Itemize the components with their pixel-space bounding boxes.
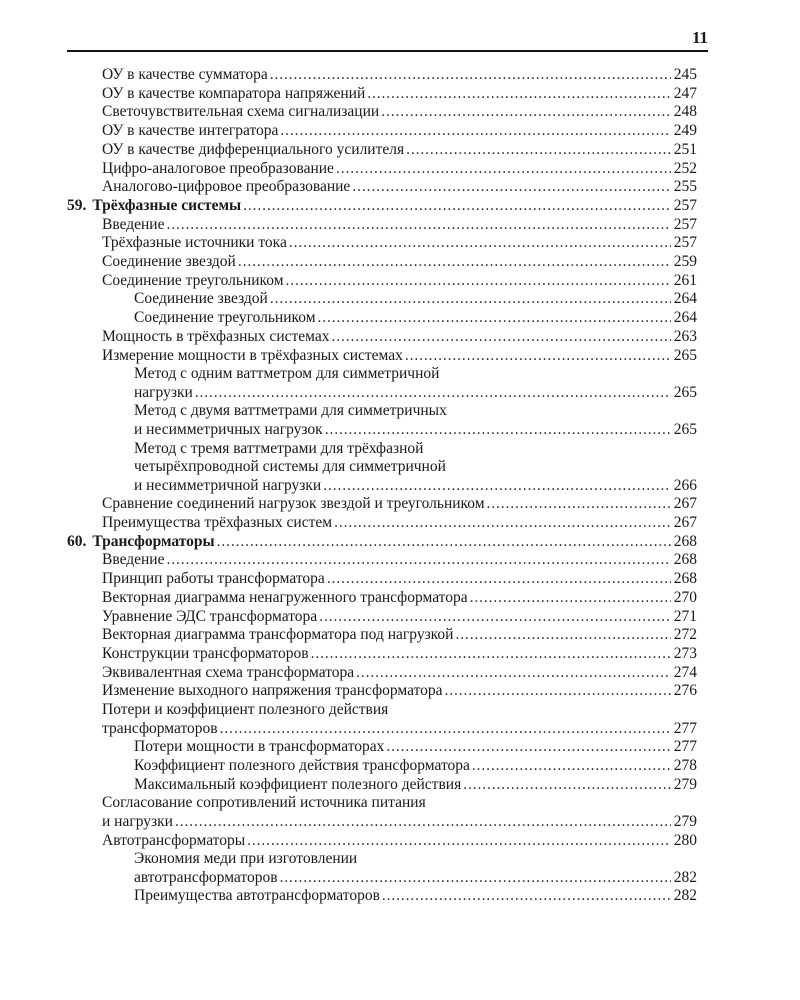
dot-leader <box>270 66 671 85</box>
toc-entry <box>102 66 697 85</box>
dot-leader <box>323 477 671 496</box>
toc-entry-line: Метод с тремя ваттметрами для трёхфазной <box>134 439 424 457</box>
toc-page-number: 265 <box>673 383 697 401</box>
chapter-title: Трёхфазные системы <box>92 196 242 214</box>
dot-leader <box>405 347 671 366</box>
toc-page-number: 247 <box>673 84 697 102</box>
dot-leader <box>382 887 671 906</box>
dot-leader <box>325 421 671 440</box>
toc-page-number: 257 <box>673 215 697 233</box>
toc-page-number: 257 <box>673 196 697 214</box>
toc-entry <box>102 272 697 291</box>
dot-leader <box>319 608 671 627</box>
toc-entry-line: четырёхпроводной системы для симметричной <box>134 458 446 476</box>
toc-entry-title: Векторная диаграмма трансформатора под нагрузкой <box>102 626 454 644</box>
toc-page-number: 265 <box>673 420 697 438</box>
toc-entry-title: Автотрансформаторы <box>102 831 246 849</box>
toc-entry <box>102 664 697 683</box>
toc-entry <box>102 701 697 738</box>
toc-entry-title: Введение <box>102 551 165 569</box>
toc-entry-title: Сравнение соединений нагрузок звездой и треугольником <box>102 495 485 513</box>
dot-leader <box>318 309 671 328</box>
toc-entry <box>102 347 697 366</box>
toc-entry-title: Преимущества трёхфазных систем <box>102 514 333 531</box>
dot-leader <box>238 253 671 272</box>
toc-entry-line: Метод с одним ваттметром для симметричной <box>134 365 440 383</box>
toc-entry-line: Экономия меди при изготовлении <box>134 850 358 868</box>
toc-entry-title: Соединение треугольником <box>102 271 284 289</box>
toc-entry-title: Измерение мощности в трёхфазных системах <box>102 346 403 364</box>
toc-entry-title: Коэффициент полезного действия трансформатора <box>134 756 470 774</box>
chapter-number: 60. <box>67 532 87 550</box>
toc-entry-title: Аналогово-цифровое преобразование <box>102 178 351 196</box>
toc-entry <box>102 103 697 122</box>
toc-page-number: 245 <box>673 66 697 83</box>
toc-entry <box>102 794 697 831</box>
toc-page-number: 259 <box>673 253 697 270</box>
toc-page-number: 265 <box>673 346 697 364</box>
toc-entry <box>102 141 697 160</box>
dot-leader <box>166 551 670 570</box>
toc-entry-title: автотрансформаторов <box>134 868 278 886</box>
toc-page-number: 257 <box>673 234 697 252</box>
toc-entry-line: Согласование сопротивлений источника питания <box>102 794 426 812</box>
toc-entry <box>102 589 697 608</box>
toc-page-number: 266 <box>673 476 697 494</box>
toc-entry <box>134 309 697 328</box>
dot-leader <box>280 122 670 141</box>
dot-leader <box>470 589 671 608</box>
toc-entry-title: Введение <box>102 215 165 233</box>
toc-page-number: 252 <box>673 159 697 177</box>
toc-entry-title: Максимальный коэффициент полезного действия <box>134 775 462 793</box>
toc-entry <box>102 682 697 701</box>
toc-entry <box>134 757 697 776</box>
toc-page-number: 277 <box>673 738 697 756</box>
dot-leader <box>270 290 671 309</box>
dot-leader <box>166 216 670 235</box>
toc-chapter <box>67 533 697 552</box>
toc-entry <box>102 234 697 253</box>
dot-leader <box>289 234 671 253</box>
toc-entry <box>134 365 697 402</box>
toc-entry-line: Потери и коэффициент полезного действия <box>102 701 389 718</box>
dot-leader <box>455 626 670 645</box>
dot-leader <box>356 664 671 683</box>
toc-page-number: 273 <box>673 644 697 662</box>
chapter-title: Трансформаторы <box>92 532 215 550</box>
toc-page-number: 278 <box>673 756 697 774</box>
toc-page-number: 264 <box>673 290 697 308</box>
toc-entry <box>102 832 697 851</box>
toc-page-number: 279 <box>673 775 697 793</box>
toc-entry <box>102 626 697 645</box>
toc-page-number: 268 <box>673 570 697 588</box>
page-number: 11 <box>691 28 708 47</box>
dot-leader <box>334 514 671 533</box>
toc-entry-title: нагрузки <box>134 383 193 401</box>
toc-entry-title: Векторная диаграмма ненагруженного трансформатора <box>102 588 468 606</box>
toc-entry <box>102 178 697 197</box>
toc-entry <box>134 850 697 887</box>
dot-leader <box>311 645 671 664</box>
toc-page-number: 270 <box>673 588 697 606</box>
toc-entry <box>134 402 697 439</box>
toc-entry-title: Мощность в трёхфазных системах <box>102 327 330 345</box>
toc-page-number: 282 <box>673 887 697 905</box>
toc-entry <box>102 328 697 347</box>
toc-entry <box>102 253 697 272</box>
toc-entry <box>134 290 697 309</box>
toc-page-number: 251 <box>673 140 697 158</box>
toc-page-number: 267 <box>673 495 697 513</box>
dot-leader <box>367 85 670 104</box>
toc-page-number: 271 <box>673 607 697 625</box>
dot-leader <box>381 103 671 122</box>
toc-entry <box>102 216 697 235</box>
toc-entry <box>102 551 697 570</box>
toc-page-number: 274 <box>673 663 697 681</box>
chapter-number: 59. <box>67 196 87 214</box>
toc-page-number: 267 <box>673 514 697 531</box>
toc-entry-title: Преимущества автотрансформаторов <box>134 887 380 905</box>
toc-page-number: 272 <box>673 626 697 644</box>
toc-entry-title: Цифро-аналоговое преобразование <box>102 159 334 177</box>
toc-page-number: 268 <box>673 532 697 550</box>
toc-entry-title: трансформаторов <box>102 719 218 737</box>
toc-page-number: 276 <box>673 682 697 700</box>
toc-entry-title: ОУ в качестве компаратора напряжений <box>102 84 366 102</box>
toc-page-number: 261 <box>673 271 697 289</box>
toc-entry-title: Соединение звездой <box>102 253 236 270</box>
toc-page-number: 255 <box>673 178 697 196</box>
toc-page-number: 249 <box>673 122 697 140</box>
toc-entry-title: ОУ в качестве дифференциального усилителя <box>102 140 405 158</box>
dot-leader <box>327 570 671 589</box>
toc-page-number: 277 <box>673 719 697 737</box>
dot-leader <box>445 682 671 701</box>
dot-leader <box>386 738 670 757</box>
toc-chapter <box>67 197 697 216</box>
toc-entry <box>102 85 697 104</box>
toc-page-number: 248 <box>673 103 697 121</box>
toc-entry-title: Изменение выходного напряжения трансформатора <box>102 682 443 700</box>
toc-entry <box>102 122 697 141</box>
toc-entry <box>102 514 697 533</box>
toc-entry-title: Эквивалентная схема трансформатора <box>102 663 355 681</box>
toc-entry-title: и нагрузки <box>102 812 173 830</box>
toc-page-number: 268 <box>673 551 697 569</box>
dot-leader <box>463 776 671 795</box>
toc-page-number: 282 <box>673 868 697 886</box>
toc-entry <box>134 440 697 496</box>
toc-entry-title: Конструкции трансформаторов <box>102 644 309 662</box>
dot-leader <box>472 757 671 776</box>
toc-entry-title: Соединение треугольником <box>134 309 316 327</box>
toc-entry-title: и несимметричных нагрузок <box>134 420 323 438</box>
toc-entry-title: ОУ в качестве интегратора <box>102 122 279 140</box>
toc-page-number: 264 <box>673 309 697 327</box>
dot-leader <box>175 813 671 832</box>
dot-leader <box>286 272 671 291</box>
dot-leader <box>247 832 671 851</box>
toc-page-number: 280 <box>673 831 697 849</box>
dot-leader <box>406 141 671 160</box>
toc-entry-title: Потери мощности в трансформаторах <box>134 738 385 756</box>
toc-entry <box>134 887 697 906</box>
toc-entry-title: Соединение звездой <box>134 290 268 308</box>
dot-leader <box>243 197 671 216</box>
dot-leader <box>331 328 670 347</box>
dot-leader <box>195 384 671 403</box>
dot-leader <box>280 869 671 888</box>
toc-page-number: 263 <box>673 327 697 345</box>
toc-entry-title: Принцип работы трансформатора <box>102 570 325 588</box>
toc-entry <box>134 776 697 795</box>
dot-leader <box>352 178 670 197</box>
dot-leader <box>217 533 671 552</box>
toc-entry-title: Уравнение ЭДС трансформатора <box>102 607 318 625</box>
dot-leader <box>220 720 671 739</box>
toc-entry-line: Метод с двумя ваттметрами для симметричных <box>134 402 447 420</box>
dot-leader <box>336 160 671 179</box>
toc-page-number: 279 <box>673 812 697 830</box>
toc-entry <box>102 160 697 179</box>
toc-entry-title: и несимметричной нагрузки <box>134 476 322 494</box>
dot-leader <box>487 495 671 514</box>
toc-entry <box>102 645 697 664</box>
toc-entry <box>102 608 697 627</box>
toc-entry-title: ОУ в качестве сумматора <box>102 66 268 83</box>
toc-entry <box>102 495 697 514</box>
toc-entry-title: Трёхфазные источники тока <box>102 234 287 252</box>
toc-entry <box>134 738 697 757</box>
toc-entry <box>102 570 697 589</box>
toc-entry-title: Светочувствительная схема сигнализации <box>102 103 380 121</box>
